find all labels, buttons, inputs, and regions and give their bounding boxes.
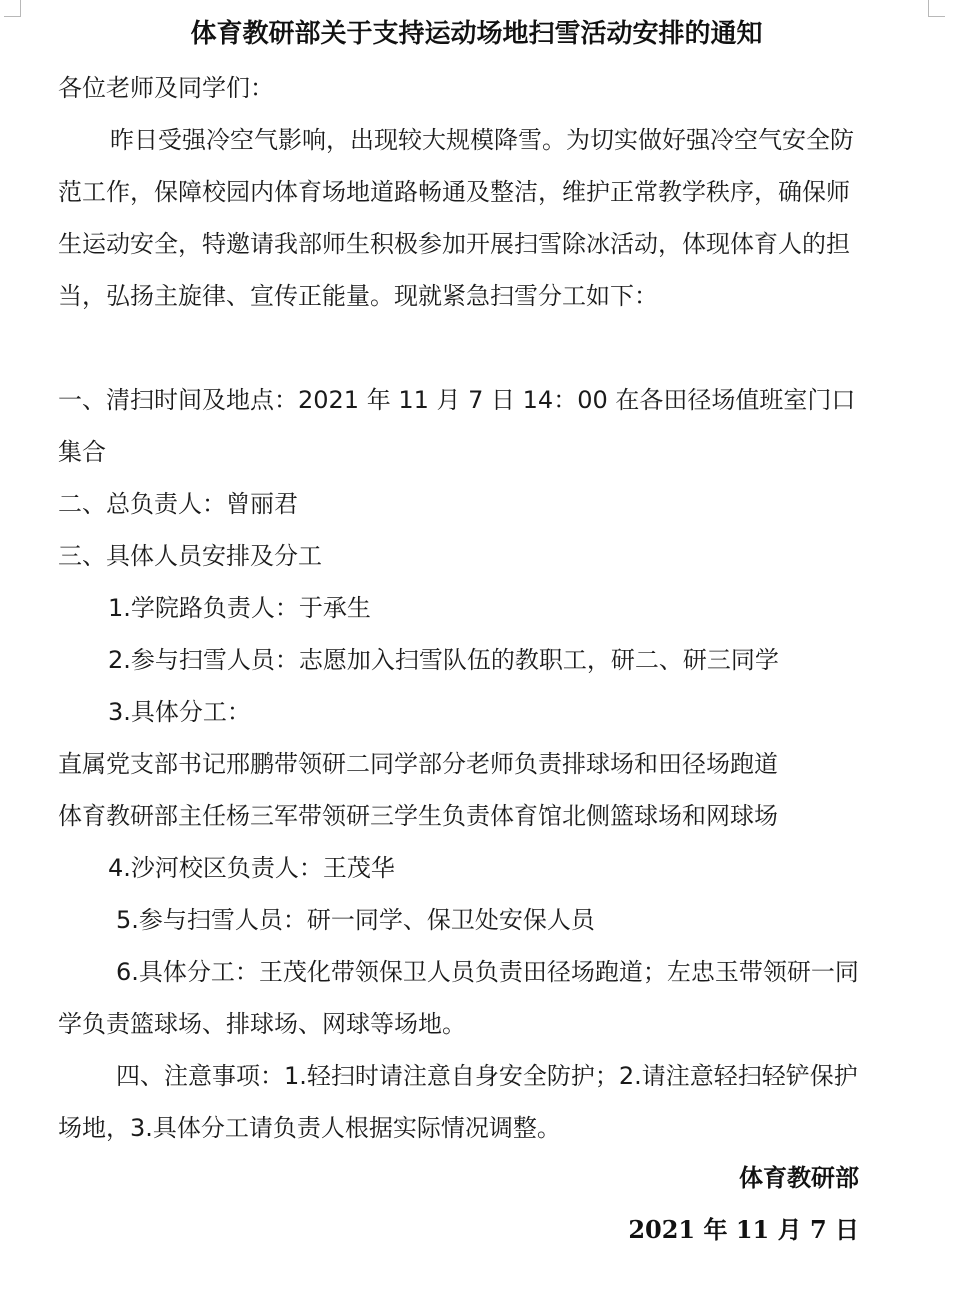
- intro-paragraph: 昨日受强冷空气影响，出现较大规模降雪。为切实做好强冷空气安全防范工作，保障校园内体育场地道路畅通及整洁，维护正常教学秩序，确保师生运动安全，特邀请我部师生积极参加开展扫雪除冰活动，体现体育人的担当，弘扬主旋律、宣传正能量。现就紧急扫雪分工如下：: [58, 126, 854, 310]
- list-item: 4.沙河校区负责人：王茂华: [108, 854, 395, 882]
- section-arrangement-heading: 三、具体人员安排及分工: [58, 542, 322, 570]
- list-item: 3.具体分工：: [108, 698, 251, 726]
- salutation: 各位老师及同学们：: [58, 74, 274, 102]
- section-time-location: 一、清扫时间及地点：2021 年 11 月 7 日 14：00 在各田径场值班室门口集合: [58, 386, 856, 466]
- list-item: 6.具体分工：王茂化带领保卫人员负责田径场跑道；左忠玉带领研一同学负责篮球场、排球场、网球等场地。: [58, 958, 859, 1038]
- assignment-line: 直属党支部书记邢鹏带领研二同学部分老师负责排球场和田径场跑道: [58, 750, 778, 778]
- list-item: 5.参与扫雪人员：研一同学、保卫处安保人员: [116, 906, 595, 934]
- document-title: 体育教研部关于支持运动场地扫雪活动安排的通知: [190, 19, 763, 49]
- section-lead-person: 二、总负责人：曾丽君: [58, 490, 298, 518]
- assignment-line: 体育教研部主任杨三军带领研三学生负责体育馆北侧篮球场和网球场: [58, 802, 778, 830]
- signature: 体育教研部: [739, 1163, 859, 1192]
- document-date: 2021 年 11 月 7 日: [628, 1215, 859, 1244]
- list-item: 1.学院路负责人：于承生: [108, 594, 371, 622]
- list-item: 2.参与扫雪人员：志愿加入扫雪队伍的教职工，研二、研三同学: [108, 646, 779, 674]
- section-notes: 四、注意事项：1.轻扫时请注意自身安全防护；2.请注意轻扫轻铲保护场地，3.具体分工请负责人根据实际情况调整。: [58, 1062, 858, 1142]
